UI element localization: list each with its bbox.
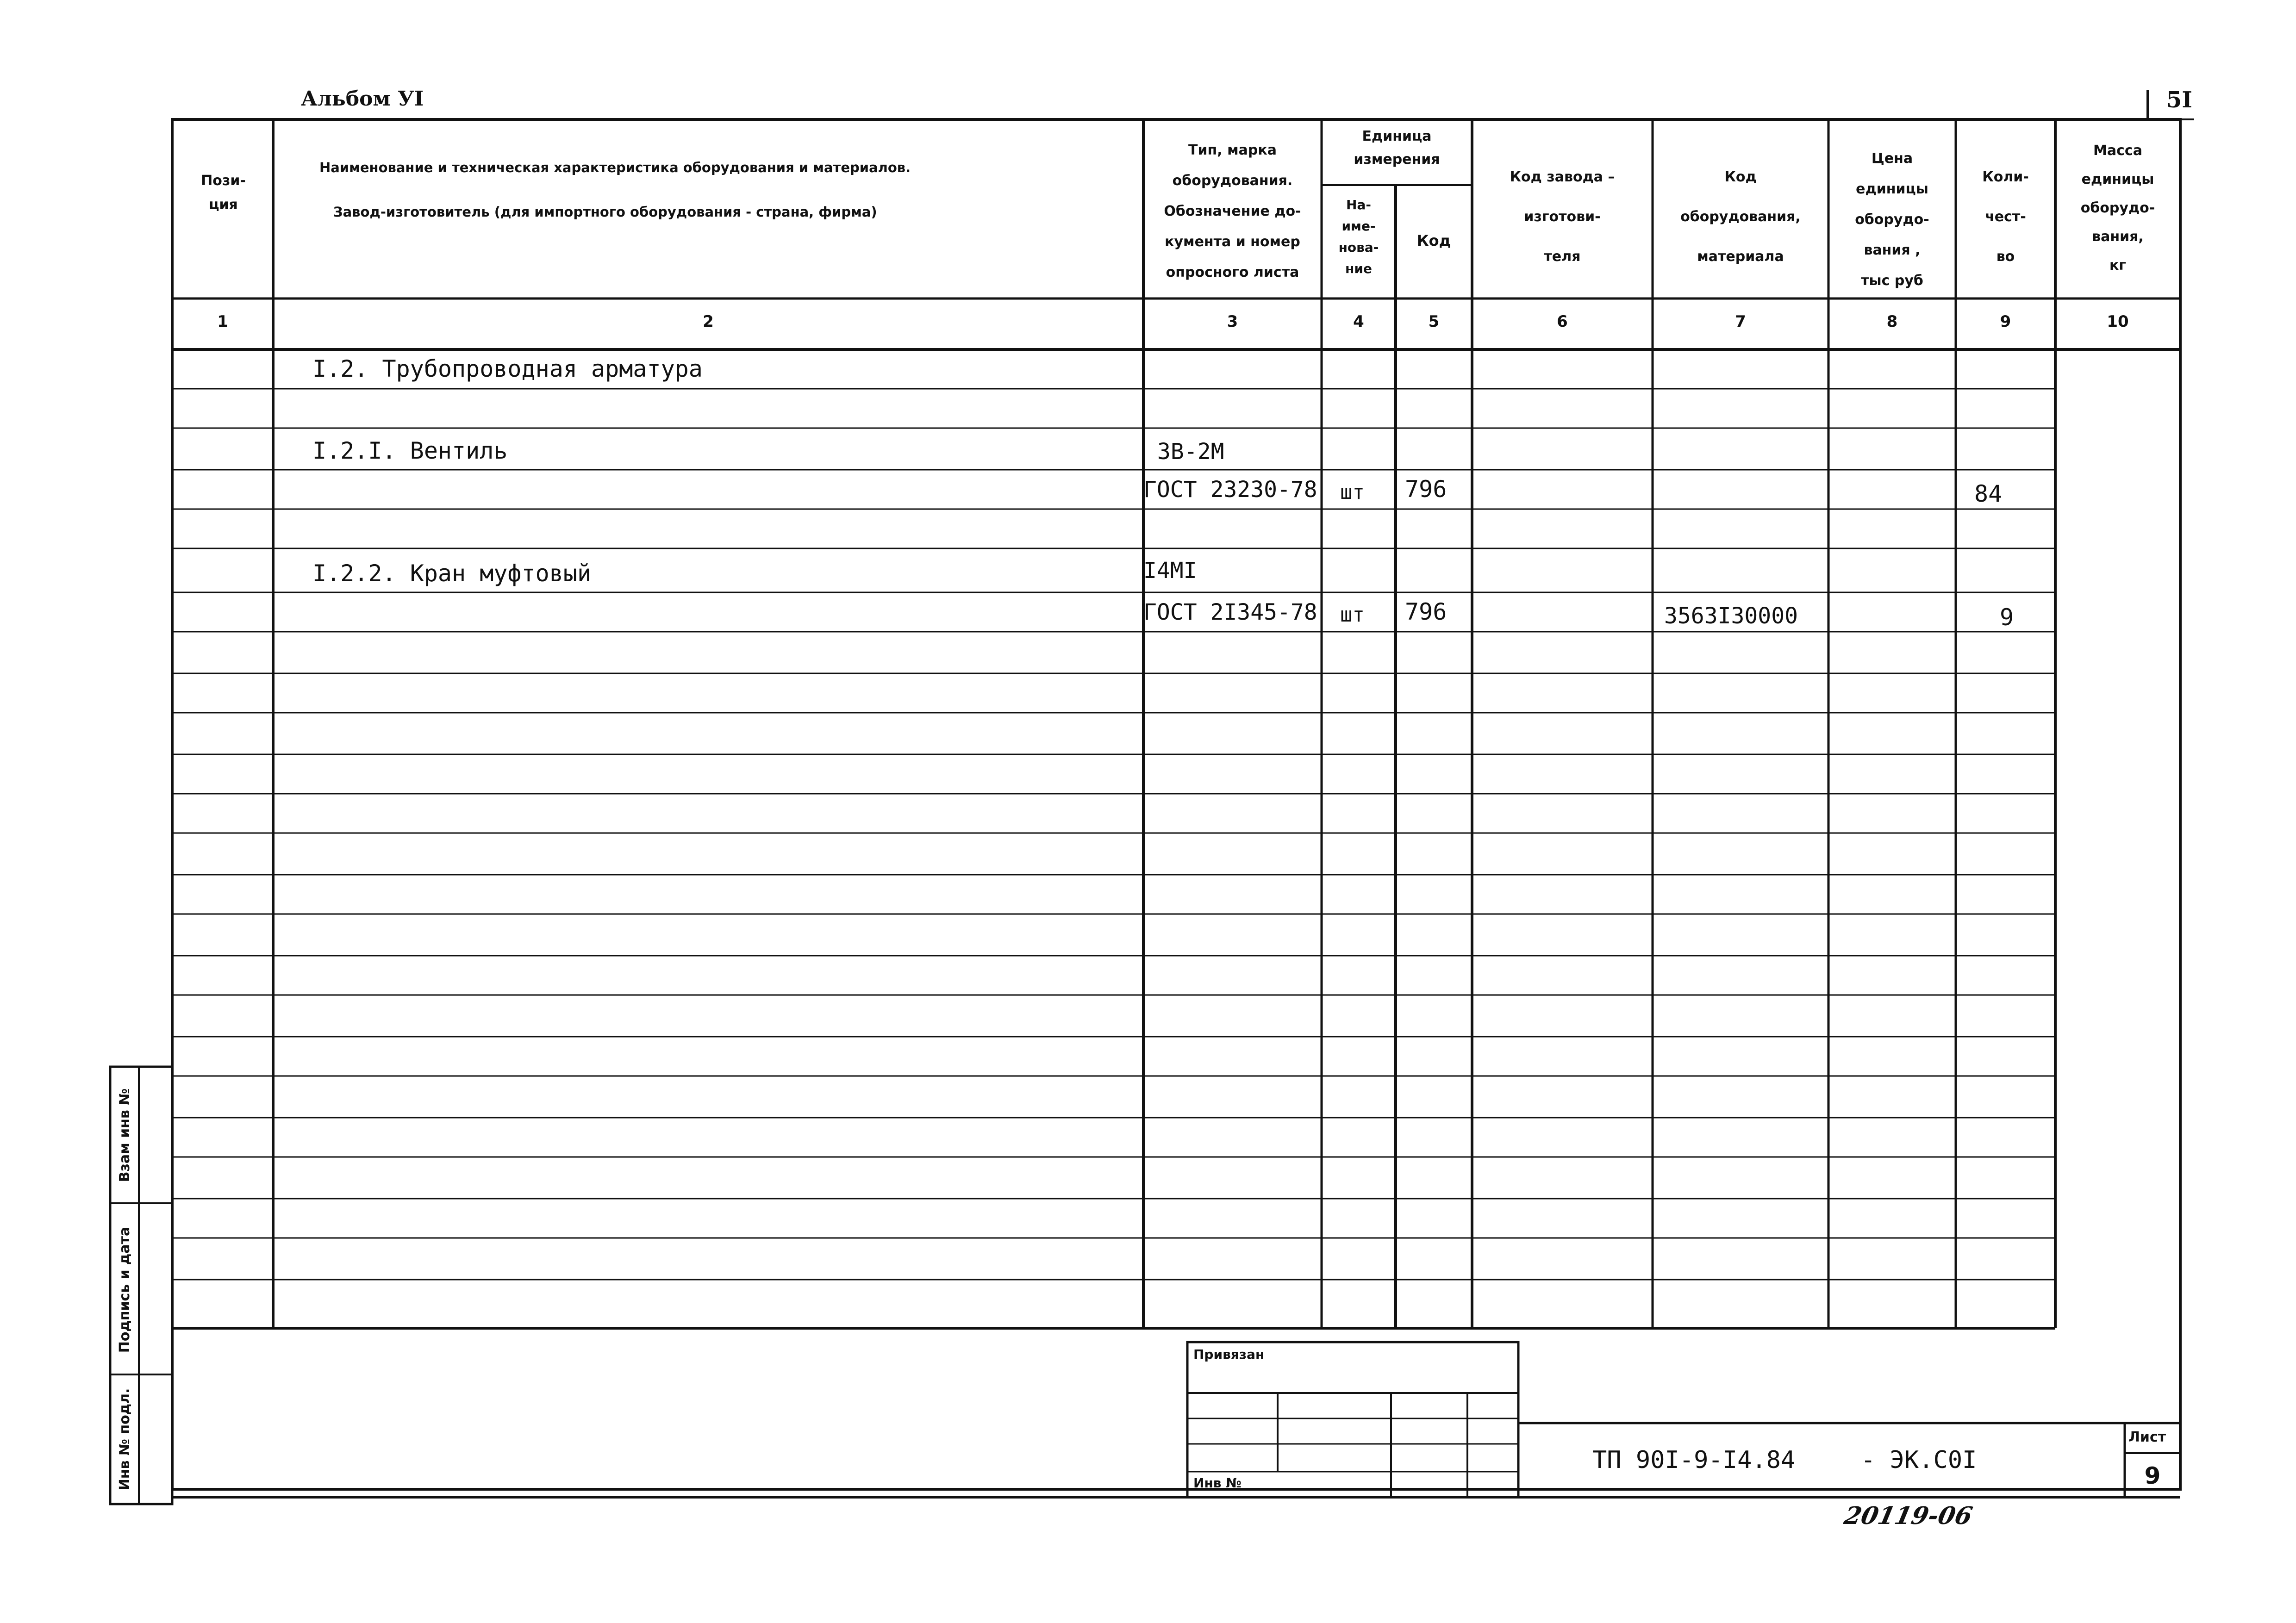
header-unit-name: На- име- нова- ние <box>1338 197 1379 276</box>
album-label: Альбом УI <box>301 87 424 111</box>
handwritten-number: 20119-06 <box>1841 1502 1975 1530</box>
item1-unit: шт <box>1340 480 1365 504</box>
header-unit-group: Единица измерения <box>1354 128 1440 168</box>
section-title: I.2. Трубопроводная арматура <box>312 355 703 382</box>
header-name <box>278 160 1139 220</box>
doc-suffix: - ЭК.C0I <box>1861 1446 1977 1474</box>
header-type: Тип, марка оборудования. Обозначение до- кумента и номер опросного листа <box>1164 142 1301 280</box>
column-number-5: 5 <box>1428 312 1440 331</box>
item1-type: 3В-2М <box>1157 439 1224 465</box>
header-equipment-code: Код оборудования, материала <box>1680 169 1801 265</box>
doc-code: ТП 90I-9-I4.84 <box>1592 1446 1796 1474</box>
header-name-line1: Наименование и техническая характеристика оборудования и материалов. <box>319 160 911 175</box>
column-number-1: 1 <box>217 312 228 331</box>
column-number-9: 9 <box>2000 312 2011 331</box>
stamp-inv-podl: Инв № подл. <box>117 1388 133 1491</box>
column-number-4: 4 <box>1353 312 1364 331</box>
item1-quantity: 84 <box>1974 480 2003 507</box>
header-price: Цена единицы оборудо- вания , тыс руб <box>1855 150 1929 289</box>
item2-code: 796 <box>1405 598 1447 625</box>
title-privyazan: Привязан <box>1193 1347 1265 1362</box>
item2-quantity: 9 <box>2000 604 2014 631</box>
header-unit-code: Код <box>1416 232 1451 249</box>
stamp-vzam-inv: Взам инв № <box>117 1088 133 1182</box>
item1-name: I.2.I. Вентиль <box>312 437 508 464</box>
item2-doc: ГОСТ 2I345-78 <box>1143 599 1317 625</box>
header-name-line2: Завод-изготовитель (для импортного оборудования - страна, фирма) <box>333 204 877 220</box>
item2-equipment-code: 3563I30000 <box>1664 603 1798 629</box>
header-plant-code: Код завода – изготови- теля <box>1510 169 1615 265</box>
column-number-8: 8 <box>1886 312 1898 331</box>
column-number-10: 10 <box>2107 312 2129 331</box>
title-inv-no: Инв № <box>1193 1475 1242 1491</box>
column-number-2: 2 <box>703 312 714 331</box>
header-quantity: Коли- чест- во <box>1982 169 2029 265</box>
item2-unit: шт <box>1340 603 1365 627</box>
item1-doc: ГОСТ 23230-78 <box>1143 477 1317 503</box>
item2-type: I4МI <box>1143 558 1197 584</box>
header-position: Пози- ция <box>201 173 246 213</box>
sheet-number: 9 <box>2144 1462 2161 1489</box>
header-mass: Масса единицы оборудо- вания, кг <box>2080 143 2155 274</box>
page-number-top: 5I <box>2166 87 2192 113</box>
sheet-label: Лист <box>2128 1429 2166 1445</box>
column-number-6: 6 <box>1557 312 1568 331</box>
item2-name: I.2.2. Кран муфтовый <box>312 560 592 587</box>
stamp-podpis-data: Подпись и дата <box>117 1226 133 1353</box>
column-number-7: 7 <box>1735 312 1746 331</box>
item1-code: 796 <box>1405 476 1447 503</box>
column-number-3: 3 <box>1227 312 1238 331</box>
